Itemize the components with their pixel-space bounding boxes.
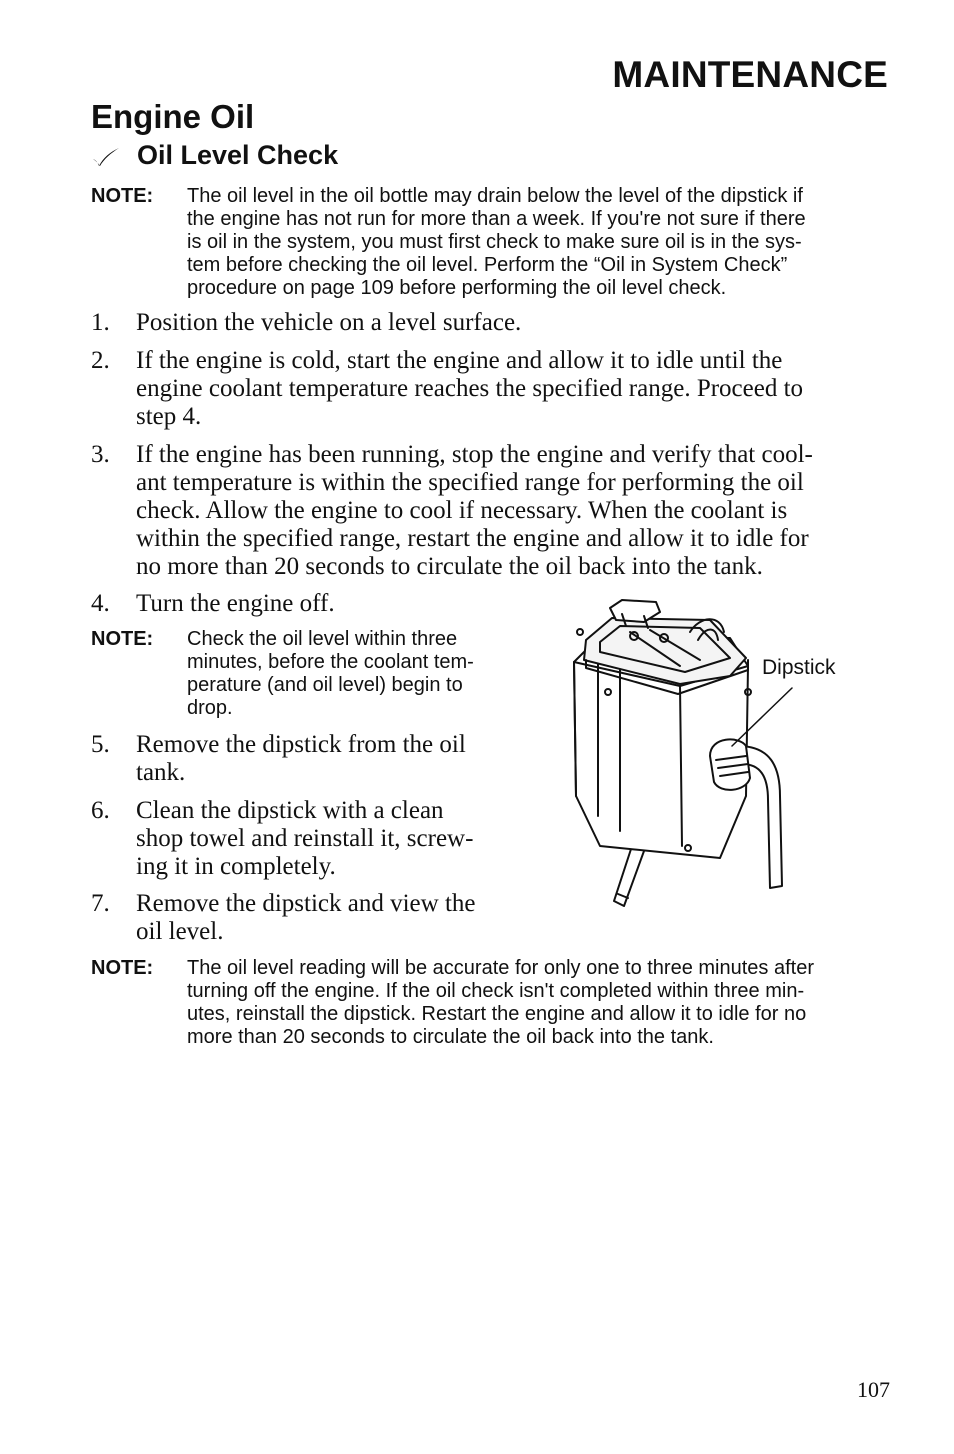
- step-number: 1.: [91, 309, 110, 336]
- note-line: more than 20 seconds to circulate the oil back into the tank.: [187, 1026, 714, 1048]
- step-text: [136, 890, 476, 946]
- step-line: Remove the dipstick and view the: [136, 890, 476, 917]
- note-label: NOTE:: [91, 957, 154, 979]
- step-text: [136, 347, 803, 431]
- note-text: [187, 957, 814, 1049]
- step-number: 4.: [91, 590, 110, 617]
- note-line: procedure on page 109 before performing the oil level check.: [187, 277, 727, 299]
- step-number: 6.: [91, 797, 110, 824]
- note-line: The oil level in the oil bottle may drain below the level of the dipstick if: [187, 185, 803, 207]
- step-text: [136, 309, 521, 337]
- page-number: 107: [857, 1377, 890, 1402]
- note-line: turning off the engine. If the oil check isn't completed within three min-: [187, 980, 805, 1002]
- step-line: no more than 20 seconds to circulate the oil back into the tank.: [136, 553, 763, 580]
- step-line: within the specified range, restart the engine and allow it to idle for: [136, 525, 809, 552]
- step-line: check. Allow the engine to cool if necessary. When the coolant is: [136, 497, 788, 524]
- note-label: NOTE:: [91, 628, 154, 650]
- step-line: ant temperature is within the specified range for performing the oil: [136, 469, 804, 496]
- step-line: Position the vehicle on a level surface.: [136, 309, 522, 336]
- oil-tank-illustration: [560, 596, 860, 916]
- subheading-text: Oil Level Check: [137, 140, 339, 170]
- note-line: is oil in the system, you must first check to make sure oil is in the sys-: [187, 231, 802, 253]
- note-text: [187, 628, 474, 720]
- step-text: [136, 441, 813, 581]
- note-line: The oil level reading will be accurate for only one to three minutes after: [187, 957, 815, 979]
- step-line: If the engine has been running, stop the engine and verify that cool-: [136, 441, 813, 468]
- note-label: NOTE:: [91, 185, 154, 207]
- step-line: ing it in completely.: [136, 853, 336, 880]
- section-header: MAINTENANCE: [612, 54, 888, 95]
- step-number: 5.: [91, 731, 110, 758]
- note-line: utes, reinstall the dipstick. Restart the engine and allow it to idle for no: [187, 1003, 807, 1025]
- step-number: 7.: [91, 890, 110, 917]
- note-line: drop.: [187, 697, 233, 719]
- step-text: [136, 797, 473, 881]
- step-line: Turn the engine off.: [136, 590, 335, 617]
- step-line: tank.: [136, 759, 186, 786]
- note-line: Check the oil level within three: [187, 628, 458, 650]
- step-line: step 4.: [136, 403, 202, 430]
- step-number: 2.: [91, 347, 110, 374]
- step-number: 3.: [91, 441, 110, 468]
- check-mark-icon: [91, 146, 121, 168]
- step-line: oil level.: [136, 918, 224, 945]
- step-line: If the engine is cold, start the engine and allow it to idle until the: [136, 347, 783, 374]
- step-line: Remove the dipstick from the oil: [136, 731, 466, 758]
- note-line: the engine has not run for more than a week. If you're not sure if there: [187, 208, 806, 230]
- note-text: [187, 185, 806, 300]
- page-title: Engine Oil: [91, 98, 255, 135]
- note-line: tem before checking the oil level. Perform the “Oil in System Check”: [187, 254, 788, 276]
- step-line: engine coolant temperature reaches the specified range. Proceed to: [136, 375, 804, 402]
- step-line: shop towel and reinstall it, screw-: [136, 825, 474, 852]
- step-text: [136, 590, 335, 618]
- note-line: minutes, before the coolant tem-: [187, 651, 474, 673]
- note-line: perature (and oil level) begin to: [187, 674, 463, 696]
- figure-label-dipstick: Dipstick: [762, 656, 836, 679]
- step-line: Clean the dipstick with a clean: [136, 797, 444, 824]
- subheading: [91, 140, 338, 171]
- step-text: [136, 731, 466, 787]
